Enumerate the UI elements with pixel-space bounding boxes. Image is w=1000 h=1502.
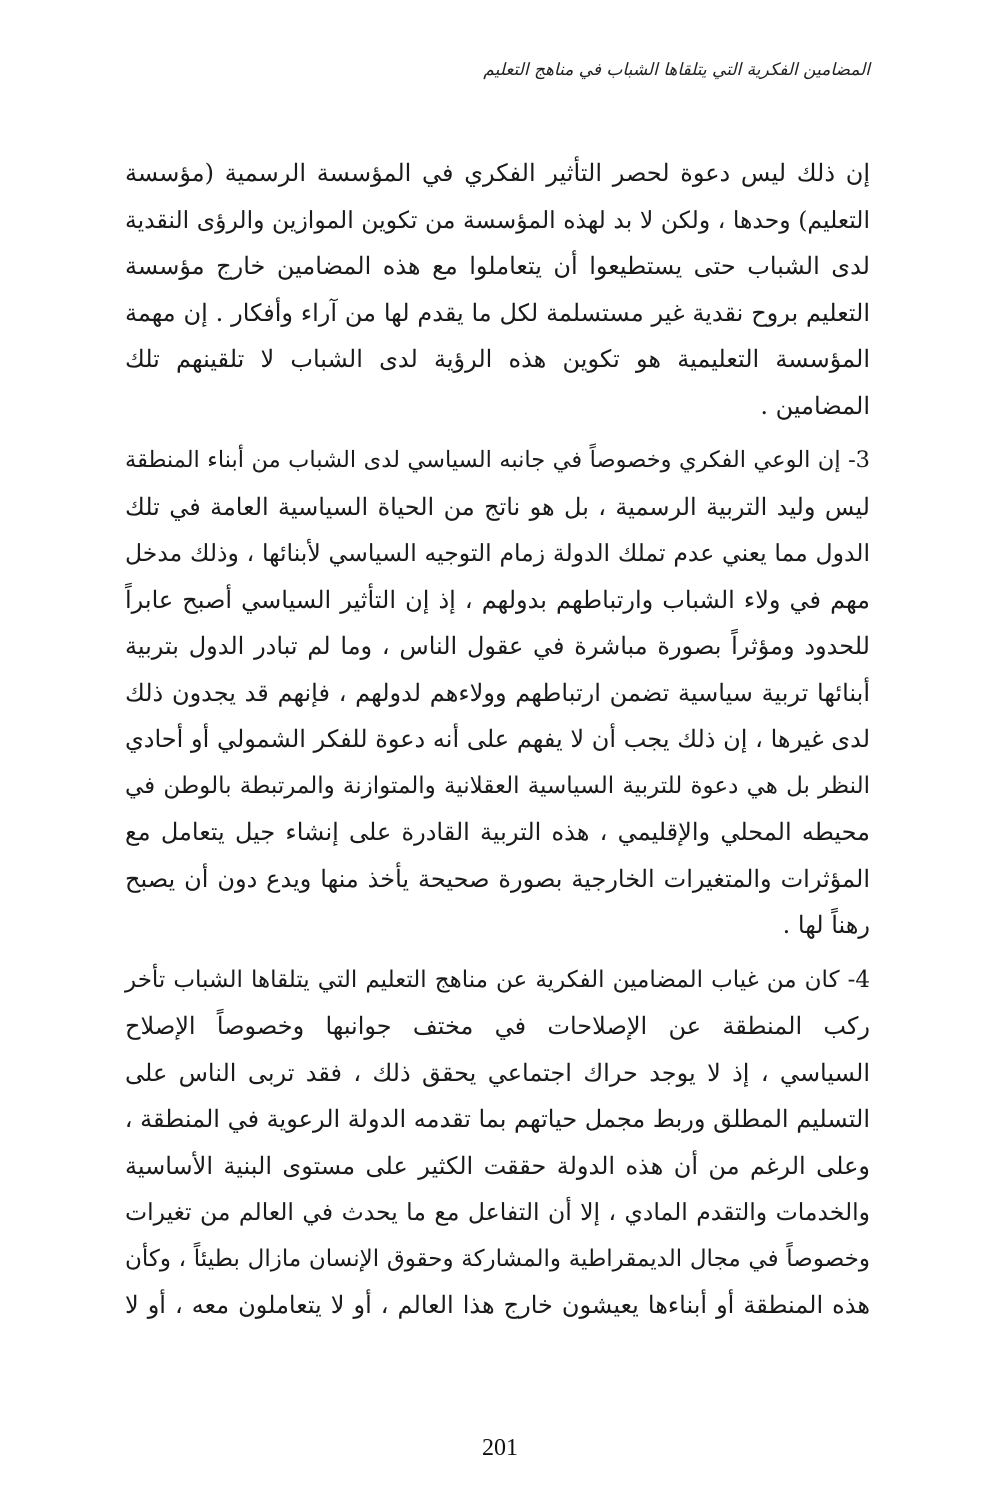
text-line: ليس وليد التربية الرسمية ، بل هو ناتج من الحياة السياسية العامة في تلك (125, 492, 870, 521)
text-line: النظر بل هي دعوة للتربية السياسية العقلانية والمتوازنة والمرتبطة بالوطن في (125, 772, 870, 799)
text-line: وخصوصاً في مجال الديمقراطية والمشاركة وحقوق الإنسان مازال بطيئاً ، وكأن (125, 1245, 870, 1272)
text-line: للحدود ومؤثراً بصورة مباشرة في عقول الناس ، وما لم تبادر الدول بتربية (125, 632, 870, 660)
text-line: إن ذلك ليس دعوة لحصر التأثير الفكري في المؤسسة الرسمية (مؤسسة (125, 159, 870, 187)
paragraph-intro (125, 150, 870, 429)
text-line: التسليم المطلق وربط مجمل حياتهم بما تقدمه الدولة الرعوية في المنطقة ، (124, 1105, 870, 1133)
running-header: المضامين الفكرية التي يتلقاها الشباب في مناهج التعليم (483, 60, 870, 80)
text-line: المؤسسة التعليمية هو تكوين هذه الرؤية لدى الشباب لا تلقينهم تلك (125, 345, 871, 373)
text-line: أبنائها تربية سياسية تضمن ارتباطهم وولاءهم لدولهم ، فإنهم قد يجدون ذلك (125, 678, 870, 707)
paragraph-point-4 (125, 957, 870, 1329)
text-line: محيطه المحلي والإقليمي ، هذه التربية القادرة على إنشاء جيل يتعامل مع (125, 818, 870, 846)
text-line: والخدمات والتقدم المادي ، إلا أن التفاعل مع ما يحدث في العالم من تغيرات (125, 1198, 870, 1226)
text-line: ركب المنطقة عن الإصلاحات في مختف جوانبها وخصوصاً الإصلاح (125, 1012, 870, 1040)
text-line: الدول مما يعني عدم تملك الدولة زمام التوجيه السياسي لأبنائها ، وذلك مدخل (125, 539, 870, 567)
text-line: هذه المنطقة أو أبناءها يعيشون خارج هذا العالم ، أو لا يتعاملون معه ، أو لا (125, 1291, 870, 1319)
paragraph-point-3 (125, 437, 870, 949)
text-line: لدى الشباب حتى يستطيعوا أن يتعاملوا مع هذه المضامين خارج مؤسسة (125, 252, 870, 280)
text-line: مهم في ولاء الشباب وارتباطهم بدولهم ، إذ إن التأثير السياسي أصبح عابراً (125, 585, 870, 614)
text-line: رهناً لها . (782, 911, 870, 939)
text-line: المؤثرات والمتغيرات الخارجية بصورة صحيحة يأخذ منها ويدع دون أن يصبح (125, 864, 870, 893)
text-line: التعليم) وحدها ، ولكن لا بد لهذه المؤسسة من تكوين الموازين والرؤى النقدية (125, 205, 870, 234)
text-line: التعليم بروح نقدية غير مستسلمة لكل ما يقدم لها من آراء وأفكار . إن مهمة (125, 298, 870, 327)
text-line: 4- كان من غياب المضامين الفكرية عن مناهج التعليم التي يتلقاها الشباب تأخر (125, 966, 870, 993)
body-text (125, 150, 870, 1337)
text-line: السياسي ، إذ لا يوجد حراك اجتماعي يحقق ذلك ، فقد تربى الناس على (125, 1058, 870, 1087)
text-line: المضامين . (760, 391, 870, 420)
text-line: 3- إن الوعي الفكري وخصوصاً في جانبه السياسي لدى الشباب من أبناء المنطقة (125, 447, 870, 473)
text-line: وعلى الرغم من أن هذه الدولة حققت الكثير على مستوى البنية الأساسية (125, 1151, 870, 1180)
text-line: لدى غيرها ، إن ذلك يجب أن لا يفهم على أنه دعوة للفكر الشمولي أو أحادي (125, 725, 871, 753)
page-number: 201 (482, 1435, 518, 1461)
